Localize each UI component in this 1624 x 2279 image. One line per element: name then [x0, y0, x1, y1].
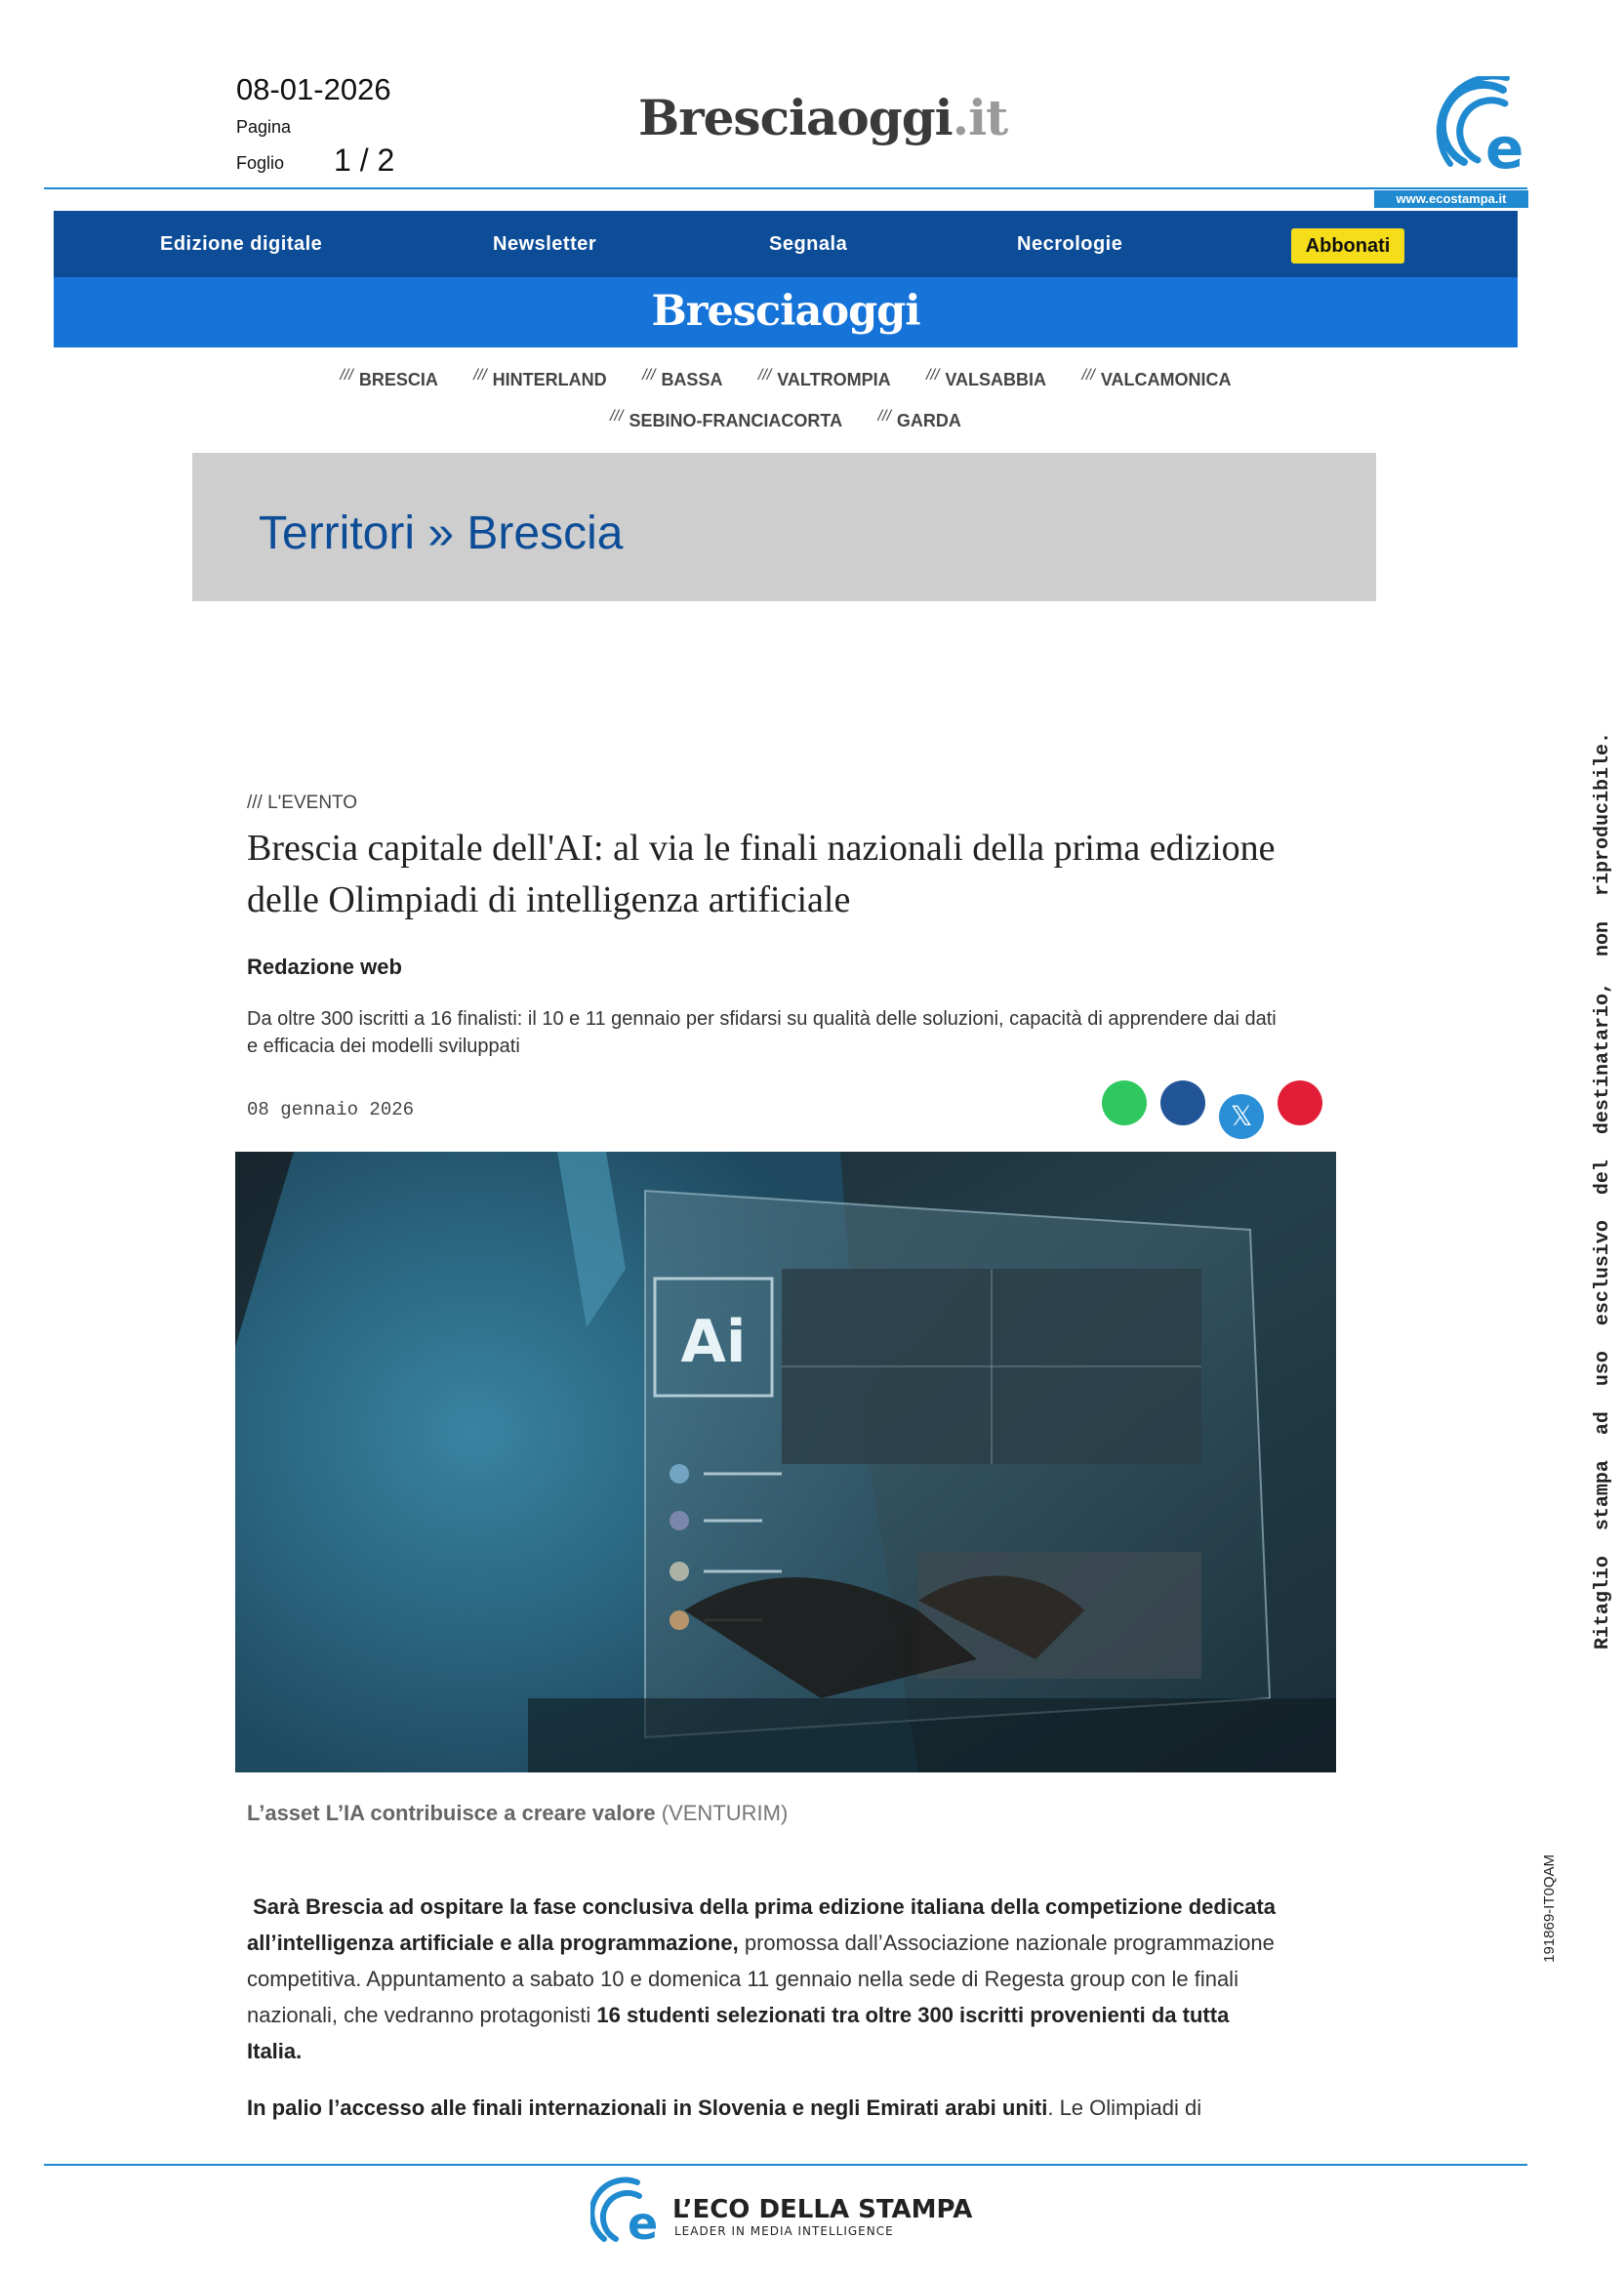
image-caption — [247, 1801, 788, 1826]
foglio-value: 1 / 2 — [334, 142, 395, 178]
section-menu — [190, 367, 1381, 449]
svg-text:e: e — [628, 2197, 659, 2247]
top-nav — [54, 211, 1518, 277]
breadcrumb — [259, 507, 623, 560]
breadcrumb-banner — [192, 453, 1376, 601]
svg-text:e: e — [1485, 115, 1524, 174]
breadcrumb-separator: » — [427, 508, 455, 559]
subscribe-button[interactable]: Abbonati — [1291, 228, 1404, 264]
image-ai-badge: Ai — [680, 1308, 747, 1376]
article-kicker: /// L'EVENTO — [247, 793, 358, 813]
brand-logo[interactable]: Bresciaoggi — [651, 287, 920, 336]
footer-brand: L’ECO DELLA STAMPA — [672, 2195, 973, 2224]
foglio-label: Foglio — [236, 153, 285, 173]
footer-tagline: LEADER IN MEDIA INTELLIGENCE — [674, 2224, 894, 2238]
footer-rule — [44, 2164, 1527, 2166]
nav-edizione-digitale[interactable]: Edizione digitale — [160, 233, 323, 255]
brand-bar — [54, 277, 1518, 347]
nav-segnala[interactable]: Segnala — [769, 233, 848, 255]
section-link[interactable]: /// SEBINO-FRANCIACORTA — [610, 408, 843, 430]
section-link[interactable]: /// GARDA — [877, 408, 961, 430]
article-author: Redazione web — [247, 955, 402, 979]
pinterest-icon[interactable] — [1278, 1080, 1322, 1125]
nav-necrologie[interactable]: Necrologie — [1017, 233, 1123, 255]
article-date: 08 gennaio 2026 — [247, 1099, 415, 1120]
para2-bold: In palio l’accesso alle finali internazionali in Slovenia e negli Emirati arabi uniti — [247, 2096, 1048, 2120]
breadcrumb-current[interactable]: Brescia — [467, 508, 624, 559]
section-link[interactable]: /// VALCAMONICA — [1081, 367, 1232, 389]
agency-url: www.ecostampa.it — [1374, 190, 1528, 208]
masthead-name: Bresciaoggi — [638, 89, 953, 146]
pagina-label: Pagina — [236, 117, 292, 137]
masthead-logo — [638, 89, 1007, 146]
para1-bold-2: 16 studenti selezionati tra oltre 300 iscritti provenienti da tutta Italia. — [247, 2003, 1230, 2063]
facebook-icon[interactable] — [1160, 1080, 1205, 1125]
whatsapp-icon[interactable] — [1102, 1080, 1147, 1125]
para1-text: promossa dall’Associazione nazionale programmazione competitiva. Appuntamento a sabato 10 e domenica 11 gennaio nella sede di Regesta group con le finali nazionali, che vedranno protagonisti — [247, 1931, 1275, 2027]
article-summary: Da oltre 300 iscritti a 16 finalisti: il 10 e 11 gennaio per sfidarsi su qualità delle soluzioni, capacità di apprendere dai dati e efficacia dei modelli sviluppati — [247, 1008, 1277, 1057]
clipping-date: 08-01-2026 — [236, 72, 391, 106]
para1-bold: Sarà Brescia ad ospitare la fase conclusiva della prima edizione italiana della competizione dedicata all’intelligenza artificiale e alla programmazione, — [247, 1894, 1276, 1955]
caption-text: L’asset L’IA contribuisce a creare valore — [247, 1801, 656, 1825]
reproduction-notice: Ritaglio stampa ad uso esclusivo del destinatario, non riproducibile. — [1592, 732, 1614, 1650]
header-rule — [44, 187, 1527, 189]
clipping-code: 191869-IT0QAM — [1541, 1854, 1558, 1963]
section-link[interactable]: /// BASSA — [642, 367, 723, 389]
section-link[interactable]: /// VALSABBIA — [926, 367, 1047, 389]
article-image — [235, 1152, 1336, 1772]
ecostampa-logo-icon — [1435, 76, 1526, 174]
para2-text: . Le Olimpiadi di — [1047, 2096, 1202, 2120]
section-link[interactable]: /// BRESCIA — [340, 367, 438, 389]
eco-della-stampa-logo — [590, 2175, 1000, 2247]
breadcrumb-parent[interactable]: Territori — [259, 508, 416, 559]
article-paragraph — [247, 1889, 1281, 2069]
section-link[interactable]: /// HINTERLAND — [473, 367, 607, 389]
section-link[interactable]: /// VALTROMPIA — [757, 367, 891, 389]
nav-newsletter[interactable]: Newsletter — [493, 233, 597, 255]
article-paragraph — [247, 2090, 1281, 2126]
masthead-tld: .it — [952, 89, 1008, 146]
caption-credit: (VENTURIM) — [661, 1801, 789, 1825]
article-title: Brescia capitale dell'AI: al via le finali nazionali della prima edizione delle Olimpiadi di intelligenza artificiale — [247, 828, 1276, 920]
x-icon[interactable]: 𝕏 — [1219, 1094, 1264, 1139]
